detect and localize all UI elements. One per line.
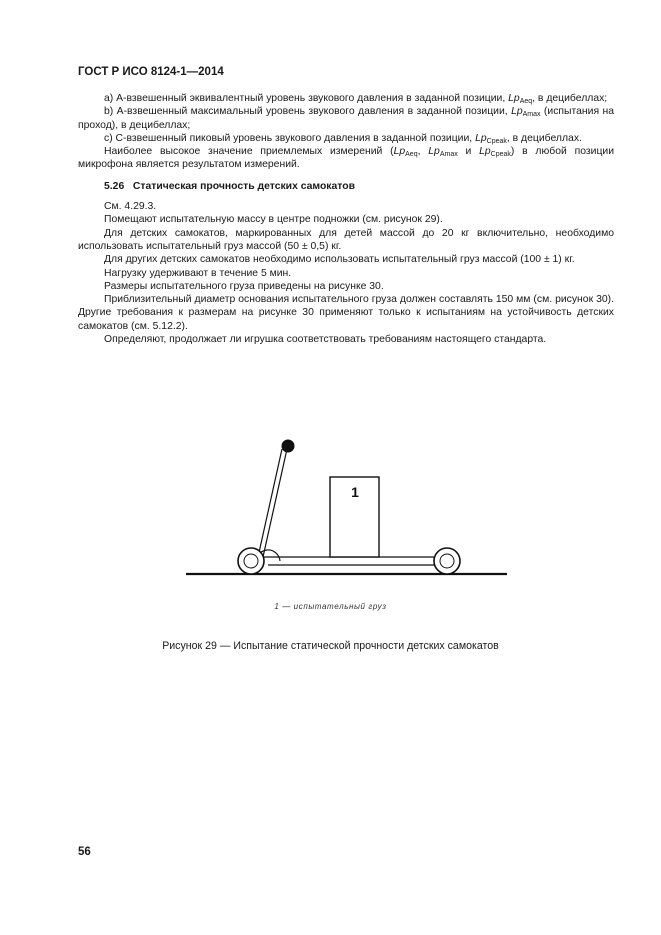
list-item-b: b) А-взвешенный максимальный уровень звукового давления в заданной позиции, $Lp_{Amax}$ (испытания на проход), в децибеллах; bbox=[78, 106, 615, 131]
section-paragraph: Приблизительный диаметр основания испытательного груза должен составлять 150 мм (см. рисунок 30). Другие требования к размерам на рисунке 30 применяют только к испытаниям на устойчивость детских самокатов (см. 5.12.2). bbox=[78, 294, 614, 332]
section-paragraph: Размеры испытательного груза приведены на рисунке 30. bbox=[104, 280, 384, 292]
scooter-handlebar bbox=[263, 449, 287, 557]
list-item-a: а) А-взвешенный эквивалентный уровень звукового давления в заданной позиции, $Lp_{Aeq}$, в децибеллах; bbox=[104, 93, 608, 105]
test-load-label: 1 bbox=[351, 484, 359, 500]
figure-legend: 1 — испытательный груз bbox=[274, 602, 387, 611]
section-paragraph: Нагрузку удерживают в течение 5 мин. bbox=[104, 267, 292, 279]
section-paragraph: Для других детских самокатов необходимо использовать испытательный груз массой (100 ± 1) кг. bbox=[104, 254, 575, 266]
front-wheel bbox=[238, 548, 264, 574]
section-paragraph: См. 4.29.3. bbox=[104, 201, 157, 213]
body-text bbox=[78, 92, 614, 346]
handlebar-grip bbox=[282, 440, 295, 453]
section-paragraph: Помещают испытательную массу в центре подножки (см. рисунок 29). bbox=[104, 214, 443, 226]
measurement-result-paragraph: Наиболее высокое значение приемлемых измерений ($Lp_{Aeq}$, $Lp_{Amax}$ и $Lp_{Cpeak}$) в любой позиции микрофона является результатом измерений. bbox=[78, 146, 615, 171]
section-paragraph: Определяют, продолжает ли игрушка соответствовать требованиям настоящего стандарта. bbox=[104, 334, 547, 346]
page-number: 56 bbox=[78, 846, 91, 858]
section-paragraph: Для детских самокатов, маркированных для детей массой до 20 кг включительно, необходимо использовать испытательный груз массой (50 ± 0,5) кг. bbox=[78, 227, 614, 252]
rear-wheel bbox=[434, 548, 460, 574]
list-item-c: c) С-взвешенный пиковый уровень звукового давления в заданной позиции, $Lp_{Cpeak}$, в децибеллах. bbox=[104, 132, 582, 145]
scooter-handlebar bbox=[258, 449, 282, 557]
scooter-figure bbox=[180, 435, 520, 585]
figure-caption: Рисунок 29 — Испытание статической прочности детских самокатов bbox=[162, 640, 499, 652]
section-title: 5.26 Статическая прочность детских самокатов bbox=[104, 180, 355, 192]
document-header: ГОСТ Р ИСО 8124-1—2014 bbox=[78, 66, 224, 78]
